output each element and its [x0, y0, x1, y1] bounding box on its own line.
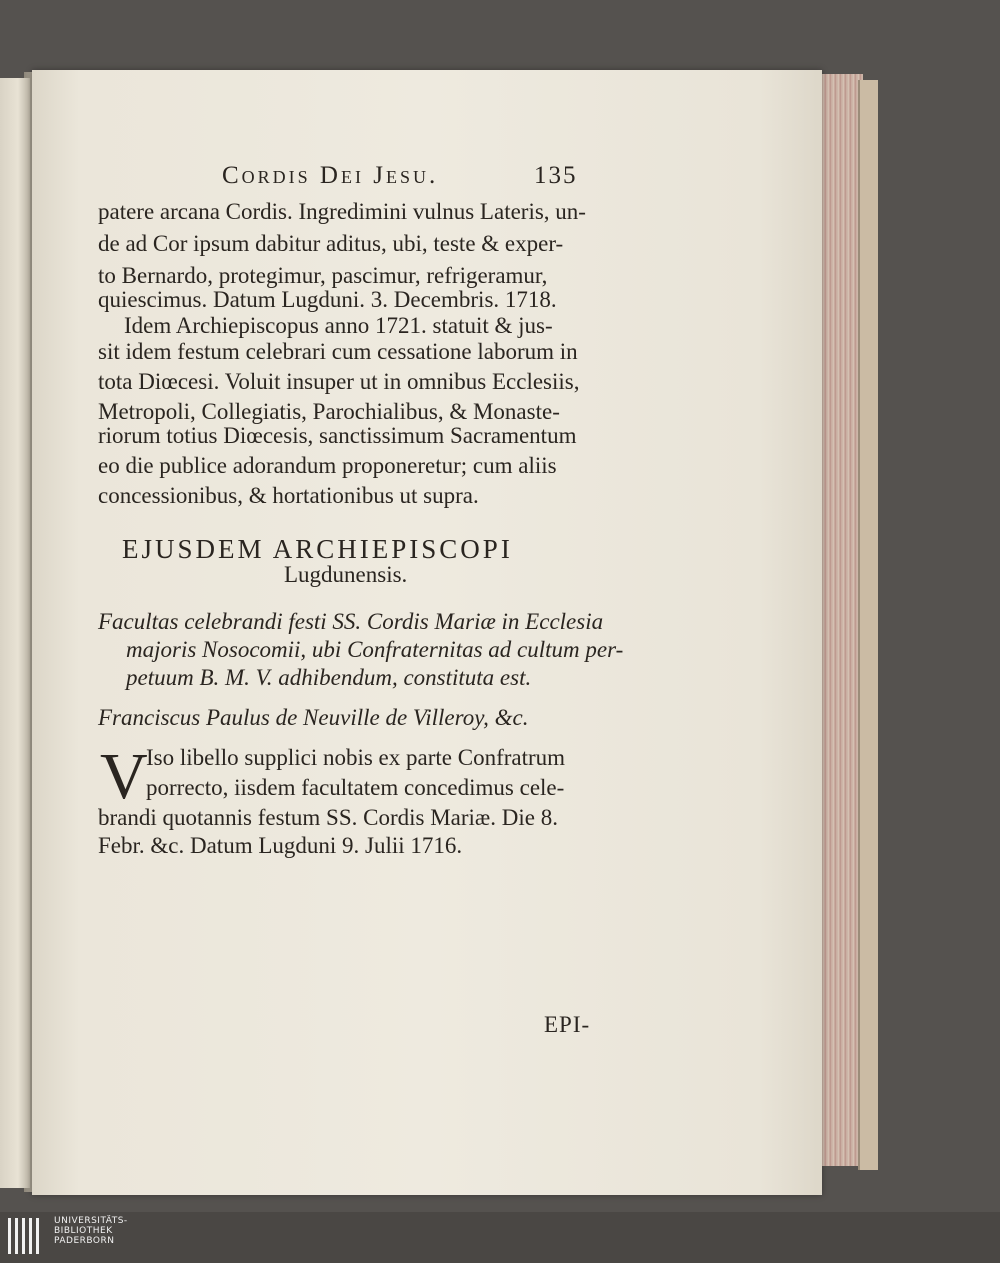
text-line: de ad Cor ipsum dabitur aditus, ubi, teste & exper- — [98, 231, 564, 256]
text-line: eo die publice adorandum proponeretur; cum aliis — [98, 453, 557, 478]
signature-line: Franciscus Paulus de Neuville de Villeroy, &c. — [98, 705, 529, 730]
footer-bar — [0, 1212, 1000, 1263]
text-line: Metropoli, Collegiatis, Parochialibus, & Monaste- — [98, 399, 560, 424]
italic-line: Facultas celebrandi festi SS. Cordis Mariæ in Ecclesia — [98, 609, 604, 634]
logo-line: BIBLIOTHEK — [54, 1226, 113, 1236]
text-line: patere arcana Cordis. Ingredimini vulnus Lateris, un- — [98, 199, 586, 224]
drop-capital: V — [100, 740, 148, 813]
italic-line: petuum B. M. V. adhibendum, constituta est. — [126, 665, 532, 690]
text-line: Febr. &c. Datum Lugduni 9. Julii 1716. — [98, 833, 463, 858]
library-logo-icon — [6, 1216, 46, 1256]
book-cover-board — [858, 80, 878, 1170]
library-logo-text — [54, 1216, 128, 1246]
text-line: brandi quotannis festum SS. Cordis Mariæ. Die 8. — [98, 805, 558, 830]
text-line: concessionibus, & hortationibus ut supra. — [98, 483, 479, 508]
logo-line: PADERBORN — [54, 1236, 115, 1246]
facing-page-edge — [0, 78, 30, 1188]
text-line: tota Diœcesi. Voluit insuper ut in omnibus Ecclesiis, — [98, 369, 580, 394]
section-subheading: Lugdunensis. — [284, 562, 408, 587]
text-line: porrecto, iisdem facultatem concedimus cele- — [146, 775, 565, 800]
catchword: EPI- — [544, 1012, 591, 1037]
text-line: riorum totius Diœcesis, sanctissimum Sacramentum — [98, 423, 577, 448]
running-head: Cordis Dei Jesu. — [222, 162, 439, 189]
text-line: Iso libello supplici nobis ex parte Confratrum — [146, 745, 566, 770]
page-number: 135 — [534, 162, 578, 189]
text-line: quiescimus. Datum Lugduni. 3. Decembris. 1718. — [98, 287, 557, 312]
logo-line: UNIVERSITÄTS- — [54, 1216, 128, 1226]
italic-line: majoris Nosocomii, ubi Confraternitas ad cultum per- — [126, 637, 624, 662]
section-heading: EJUSDEM ARCHIEPISCOPI — [122, 534, 513, 564]
text-line: sit idem festum celebrari cum cessatione laborum in — [98, 339, 578, 364]
text-line: Idem Archiepiscopus anno 1721. statuit & jus- — [124, 313, 553, 338]
text-line: to Bernardo, protegimur, pascimur, refrigeramur, — [98, 263, 548, 288]
